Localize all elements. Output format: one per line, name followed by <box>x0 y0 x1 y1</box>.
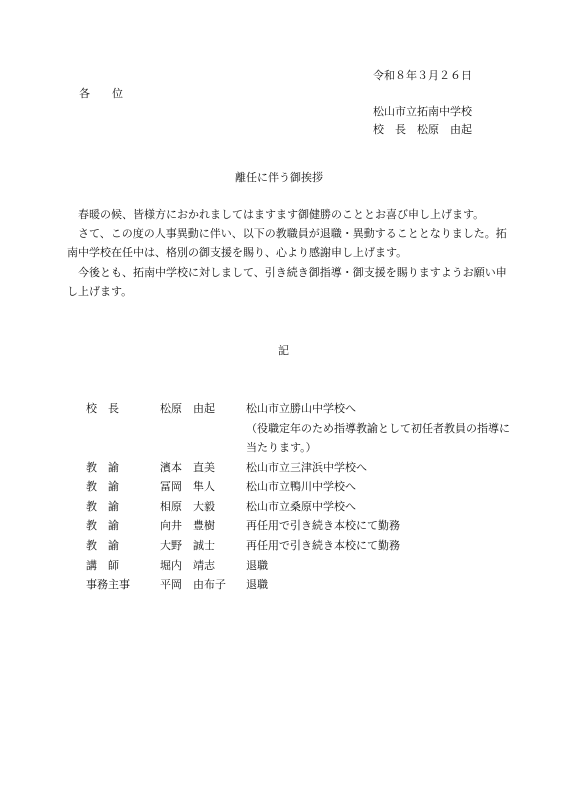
list-item <box>86 497 526 517</box>
staff-destination: 松山市立三津浜中学校へ <box>246 460 367 474</box>
document-title: 離任に伴う御挨拶 <box>235 171 323 184</box>
document-date: 令和８年３月２６日 <box>373 69 472 82</box>
recipient: 各 位 <box>79 87 123 100</box>
staff-name: 平岡 由布子 <box>160 578 226 592</box>
staff-title: 教 諭 <box>86 480 119 494</box>
sender: 校 長 松原 由起 <box>373 123 472 136</box>
body-paragraph-announcement: さて、この度の人事異動に伴い、以下の教職員が退職・異動することとなりました。拓南中学校在任中は、格別の御支援を賜り、心より感謝申し上げます。 <box>67 227 507 260</box>
staff-note-row <box>86 419 526 458</box>
staff-title: 教 諭 <box>86 538 119 552</box>
staff-title: 教 諭 <box>86 499 119 513</box>
staff-destination: 松山市立桑原中学校へ <box>246 499 356 513</box>
staff-name: 松原 由起 <box>160 402 215 415</box>
list-item <box>86 399 526 419</box>
staff-name: 濱本 直美 <box>160 460 215 474</box>
staff-destination: 松山市立勝山中学校へ <box>246 402 356 415</box>
staff-destination: 退職 <box>246 558 268 572</box>
staff-note: （役職定年のため指導教諭として初任者教員の指導に当たります。） <box>246 421 510 455</box>
staff-title: 事務主事 <box>86 578 130 592</box>
body-paragraph-closing: 今後とも、拓南中学校に対しまして、引き続き御指導・御支援を賜りますようお願い申し上げます。 <box>67 265 507 298</box>
staff-destination: 松山市立鴨川中学校へ <box>246 480 356 494</box>
list-item <box>86 477 526 497</box>
staff-title: 講 師 <box>86 558 119 572</box>
staff-name: 堀内 靖志 <box>160 558 215 572</box>
staff-name: 相原 大毅 <box>160 499 215 513</box>
staff-list <box>86 399 526 595</box>
staff-destination: 再任用で引き続き本校にて勤務 <box>246 519 400 533</box>
body-text <box>67 205 507 301</box>
staff-name: 大野 誠士 <box>160 538 215 552</box>
staff-name: 冨岡 隼人 <box>160 480 215 494</box>
list-item <box>86 516 526 536</box>
body-paragraph-greeting: 春暖の候、皆様方におかれましてはますます御健勝のこととお喜び申し上げます。 <box>78 208 485 221</box>
school-name: 松山市立拓南中学校 <box>373 105 472 118</box>
staff-name: 向井 豊樹 <box>160 519 215 533</box>
staff-title: 校 長 <box>86 402 119 415</box>
staff-title: 教 諭 <box>86 460 119 474</box>
list-item <box>86 458 526 478</box>
staff-destination: 退職 <box>246 578 268 592</box>
staff-title: 教 諭 <box>86 519 119 533</box>
list-item <box>86 575 526 595</box>
list-item <box>86 536 526 556</box>
ki-heading: 記 <box>278 344 289 357</box>
staff-destination: 再任用で引き続き本校にて勤務 <box>246 538 400 552</box>
list-item <box>86 556 526 576</box>
